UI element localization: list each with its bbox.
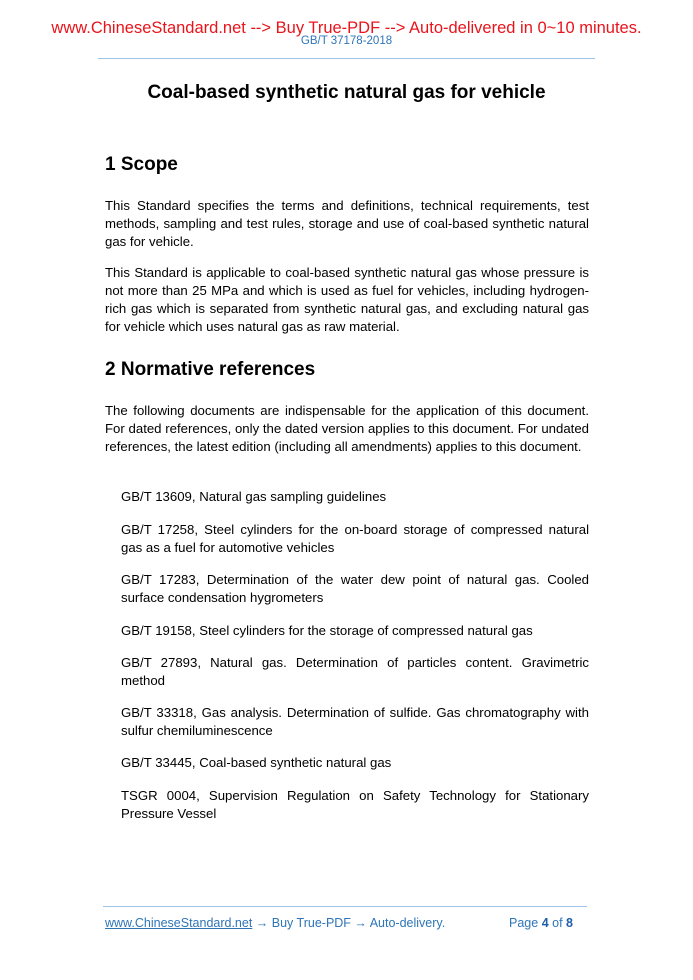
- paragraph: This Standard is applicable to coal-based synthetic natural gas whose pressure is not more than 25 MPa and which is used as fuel for vehicles, including hydrogen-rich gas which is separated from synthetic natural gas, and excluding natural gas for vehicle which uses natural gas as raw material.: [105, 265, 589, 334]
- reference-item: GB/T 19158, Steel cylinders for the storage of compressed natural gas: [121, 623, 533, 638]
- paragraph: This Standard specifies the terms and definitions, technical requirements, test methods, sampling and test rules, storage and use of coal-based synthetic natural gas for vehicle.: [105, 198, 589, 249]
- footer-promo: [105, 916, 445, 930]
- reference-item: GB/T 27893, Natural gas. Determination of particles content. Gravimetric method: [121, 655, 589, 688]
- reference-item: GB/T 17258, Steel cylinders for the on-board storage of compressed natural gas as a fuel for automotive vehicles: [121, 522, 589, 555]
- section-heading-scope: 1 Scope: [105, 154, 178, 175]
- header-divider: [98, 58, 595, 59]
- paragraph: The following documents are indispensable for the application of this document. For dated references, only the dated version applies to this document. For undated references, the latest edition (including all amendments) applies to this document.: [105, 403, 589, 454]
- reference-item: GB/T 33445, Coal-based synthetic natural gas: [121, 755, 392, 770]
- promo-banner[interactable]: www.ChineseStandard.net --> Buy True-PDF --> Auto-delivered in 0~10 minutes.: [51, 19, 642, 37]
- page-label: Page: [509, 916, 539, 930]
- current-page: 4: [541, 916, 549, 930]
- reference-item: TSGR 0004, Supervision Regulation on Safety Technology for Stationary Pressure Vessel: [121, 788, 589, 821]
- document-title: Coal-based synthetic natural gas for vehicle: [147, 82, 546, 103]
- footer-text: → Buy True-PDF → Auto-delivery.: [252, 916, 446, 930]
- total-pages: 8: [566, 916, 573, 930]
- of-label: of: [552, 916, 563, 930]
- section-heading-normative-references: 2 Normative references: [105, 359, 316, 380]
- reference-item: GB/T 33318, Gas analysis. Determination of sulfide. Gas chromatography with sulfur chemiluminescence: [121, 705, 589, 738]
- standard-code: GB/T 37178-2018: [300, 35, 393, 47]
- reference-item: GB/T 13609, Natural gas sampling guidelines: [121, 489, 387, 504]
- page-number: [509, 916, 573, 930]
- reference-item: GB/T 17283, Determination of the water dew point of natural gas. Cooled surface condensation hygrometers: [121, 572, 589, 605]
- footer-divider: [103, 906, 587, 907]
- footer-link[interactable]: www.ChineseStandard.net: [105, 916, 253, 930]
